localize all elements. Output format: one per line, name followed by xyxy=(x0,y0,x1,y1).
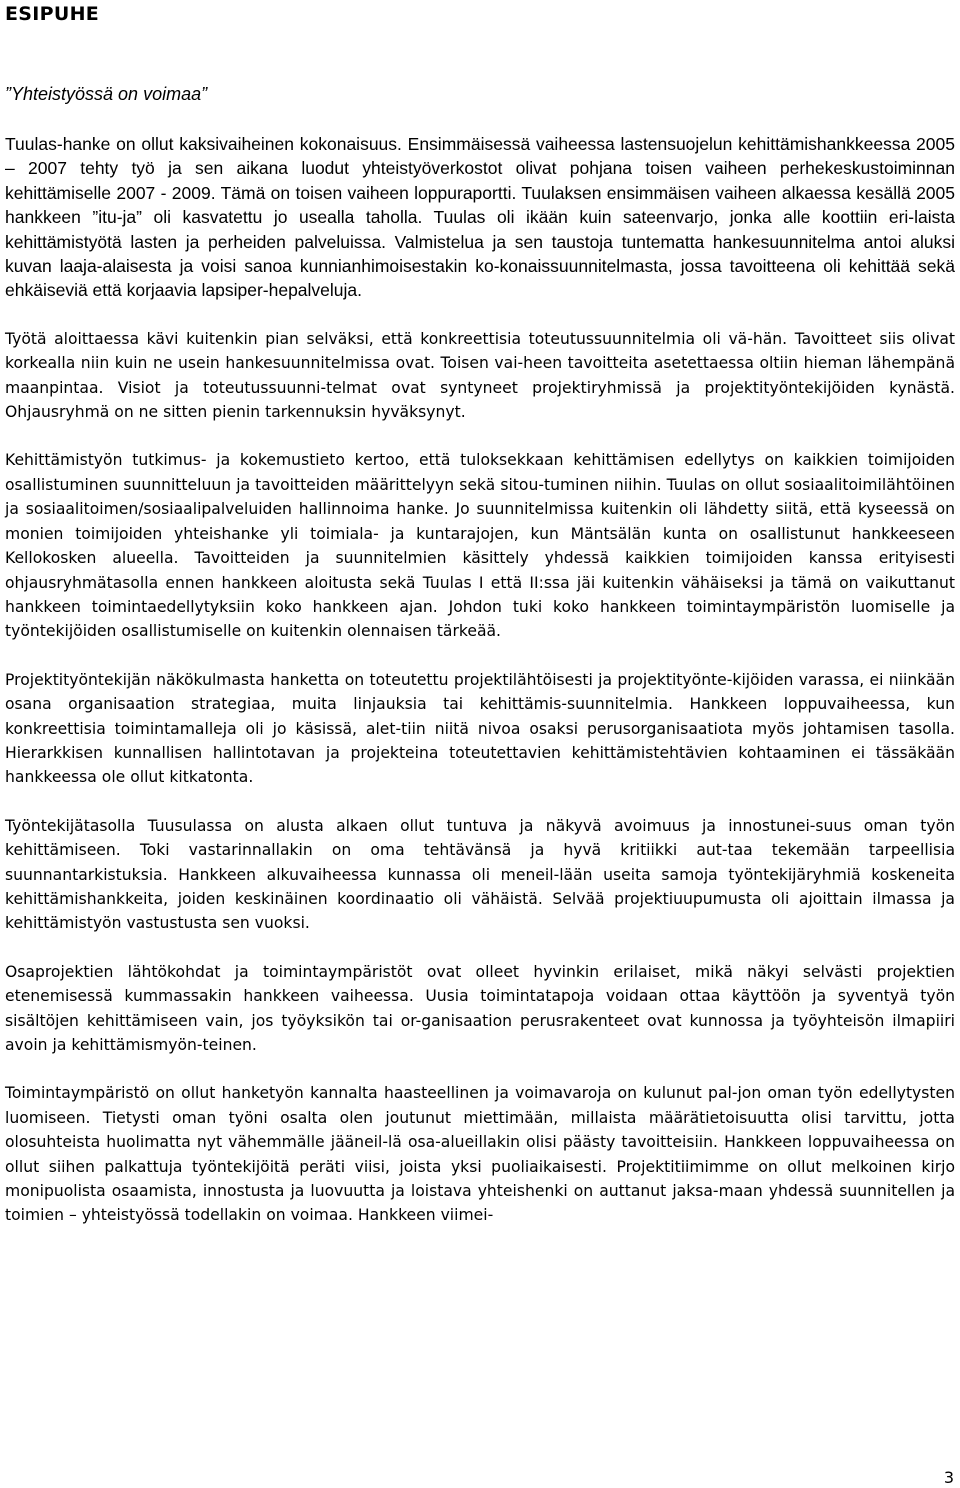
paragraph-7: Toimintaympäristö on ollut hanketyön kannalta haasteellinen ja voimavaroja on kulunut pal-jon oman työn edellytysten luomiseen. Tietysti oman työni osalta olen joutunut miettimään, millaista määrätietoisuutta olisi tarvittu, jotta olosuhteista huolimatta nyt vähemmälle jääneil-lä osa-alueillakin olisi päästy tavoitteisiin. Hankkeen loppuvaiheessa on ollut siihen palkattuja työntekijöitä peräti viisi, joista yksi puoliaikaisesti. Projektitiimimme on ollut melkoinen kirjo monipuolista osaamista, innostusta ja luovuutta ja loistava yhteishenki on auttanut jaksa-maan yhdessä suunnitellen ja toimien – yhteistyössä todellakin on voimaa. Hankkeen viimei- xyxy=(5,1084,955,1225)
paragraph-2: Työtä aloittaessa kävi kuitenkin pian selväksi, että konkreettisia toteutussuunnitelmia oli vä-hän. Tavoitteet siis olivat korkealla niin kuin ne usein hankesuunnitelmissa ovat. Toisen vai-heen tavoitteita asetettaessa oltiin hieman lähempänä maanpintaa. Visiot ja toteutussuunni-telmat ovat syntyneet projektiryhmissä ja projektityöntekijöiden kynästä. Ohjausryhmä on ne sitten pienin tarkennuksin hyväksynyt. xyxy=(5,329,955,422)
paragraph-5: Työntekijätasolla Tuusulassa on alusta alkaen ollut tuntuva ja näkyvä avoimuus ja innostunei-suus oman työn kehittämiseen. Toki vastarinnallakin on oma tehtävänsä ja hyvä kritiikki aut-taa tekemään tarpeellisia suunnantarkistuksia. Hankkeen alkuvaiheessa kunnassa oli meneil-lään useita samoja työntekijäryhmiä koskeneita kehittämishankkeita, joiden keskinäinen koordinaatio oli vähäistä. Selvää projektiuupumusta oli ajoittain ilmassa ja kehittämistyön vastustusta sen vuoksi. xyxy=(5,816,955,933)
paragraph-6: Osaprojektien lähtökohdat ja toimintaympäristöt ovat olleet hyvinkin erilaiset, mikä näkyi selvästi projektien etenemisessä kummassakin hankkeen vaiheessa. Uusia toimintatapoja voidaan ottaa käyttöön ja syventyä työn sisältöjen kehittämiseen vain, jos työyksikön tai or-ganisaation perusrakenteet ovat kunnossa ja työyhteisön ilmapiiri avoin ja kehittämismyön-teinen. xyxy=(5,962,955,1054)
motto-quote: ”Yhteistyössä on voimaa” xyxy=(5,84,208,104)
paragraph-intro: Tuulas-hanke on ollut kaksivaiheinen kokonaisuus. Ensimmäisessä vaiheessa lastensuojelun kehittämishankkeessa 2005 – 2007 tehty työ ja sen aikana luodut yhteistyöverkostot olivat pohjana toisen vaiheen perhekeskustoiminnan kehittämiselle 2007 - 2009. Tämä on toisen vaiheen loppuraportti. Tuulaksen ensimmäisen vaiheen alkaessa kesällä 2005 hankkeen ”itu-ja” oli kasvatettu jo usealla taholla. Tuulas oli ikään kuin sateenvarjo, jonka alle koottiin eri-laista kehittämistyötä lasten ja perheiden palveluissa. Valmistelua ja sen taustoja tuntematta hankesuunnitelma antoi aluksi kuvan laaja-alaisesta ja voisi sanoa kunnianhimoisestakin ko-konaissuunnitelmasta, jossa tavoitteena oli kehittää sekä ehkäiseviä että korjaavia lapsiper-hepalveluja. xyxy=(5,134,955,301)
paragraph-4: Projektityöntekijän näkökulmasta hanketta on toteutettu projektilähtöisesti ja projektityönte-kijöiden varassa, ei niinkään osana organisaation strategiaa, muita linjauksia tai kehittämis-suunnitelmia. Hankkeen loppuvaiheessa, kun konkreettisia toimintamalleja oli jo käsissä, alet-tiin niitä nivoa osaksi perusorganisaatiota myös johtamisen tasolla. Hierarkkisen kunnallisen hallintotavan ja projekteina toteutettavien kehittämistehtävien kohtaaminen ei tässäkään hankkeessa ole ollut kitkatonta. xyxy=(5,670,955,787)
document-page xyxy=(5,0,955,1228)
page-number: 3 xyxy=(943,1468,954,1487)
paragraph-3: Kehittämistyön tutkimus- ja kokemustieto kertoo, että tuloksekkaan kehittämisen edellytys on kaikkien toimijoiden osallistuminen suunnitteluun ja tavoitteiden määrittelyyn sekä sitou-tuminen niihin. Tuulas on ollut sosiaalitoimilähtöinen ja sosiaalitoimen/sosiaalipalveluiden hallinnoima hanke. Jo suunnitelmissa kuitenkin oli lähdetty siitä, että kyseessä on monien toimijoiden yhteishanke yli toimiala- ja kuntarajojen, kun Mäntsälän kunta on osallistunut hankkeeseen Kellokosken alueella. Tavoitteiden ja suunnitelmien käsittely yhdessä kaikkien toimijoiden kanssa erityisesti ohjausryhmätasolla ennen hankkeen aloitusta sekä Tuulas I että II:ssa jäi kuitenkin vähäiseksi ja tämä on vaikuttanut hankkeen toimintaedellytyksiin koko hankkeen ajan. Johdon tuki koko hankkeen toimintaympäristön luomiselle ja työntekijöiden osallistumiselle on kuitenkin olennaisen tärkeää. xyxy=(5,451,955,641)
page-title: ESIPUHE xyxy=(5,3,100,25)
